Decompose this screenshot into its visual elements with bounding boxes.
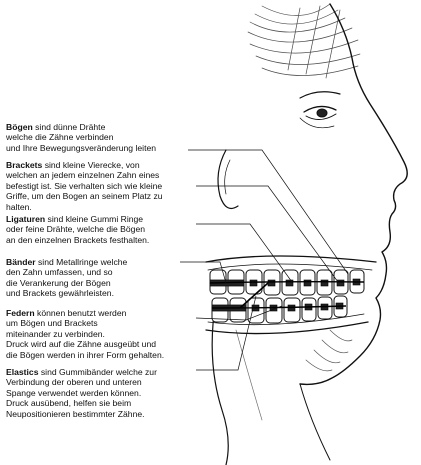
metal-bands — [210, 280, 246, 311]
label-term: Bänder — [6, 257, 36, 267]
label-elastics — [6, 367, 196, 419]
jaw-shading — [306, 330, 352, 371]
label-ligaturen — [6, 214, 196, 245]
leader-lines — [180, 150, 348, 370]
label-description: sind kleine Gummi Ringe oder feine Drähte, welche die Bögen an den einzelnen Brackets festhalten. — [6, 214, 150, 245]
label-description: sind Gummibänder welche zur Verbindung der oberen und unteren Spange verwendet werden können. Druck ausübend, helfen sie beim Neupositionieren bestimmter Zähne. — [6, 367, 157, 419]
label-federn — [6, 308, 196, 360]
face-contour — [300, 4, 407, 384]
label-baender — [6, 257, 196, 299]
neck-line — [212, 300, 228, 465]
label-description: sind kleine Vierecke, von welchen an jedem einzelnen Zahn eines befestigt ist. Sie verhalten sich wie kleine Griffe, um den Bogen an seinem Platz zu halten. — [6, 160, 163, 212]
label-term: Bögen — [6, 122, 33, 132]
eye-iris — [317, 109, 327, 117]
label-description: können benutzt werden um Bögen und Brackets miteinander zu verbinden. Druck wird auf die Zähne ausgeübt und die Bögen werden in ihrer Form gehalten. — [6, 308, 165, 360]
upper-gum — [206, 256, 376, 262]
leader-line-boegen — [188, 150, 348, 274]
label-term: Brackets — [6, 160, 43, 170]
label-term: Federn — [6, 308, 35, 318]
label-description: sind dünne Drähte welche die Zähne verbinden und Ihre Bewegungsveränderung leiten — [6, 122, 157, 153]
label-term: Elastics — [6, 367, 39, 377]
label-brackets — [6, 160, 196, 212]
label-boegen — [6, 122, 196, 153]
eye-brow — [300, 92, 340, 98]
leader-line-brackets — [196, 186, 338, 282]
label-term: Ligaturen — [6, 214, 46, 224]
ear — [218, 150, 238, 208]
label-description: sind Metallringe welche den Zahn umfassen, und so die Verankerung der Bögen und Brackets gewährleisten. — [6, 257, 128, 299]
hair-hatching — [248, 4, 360, 78]
